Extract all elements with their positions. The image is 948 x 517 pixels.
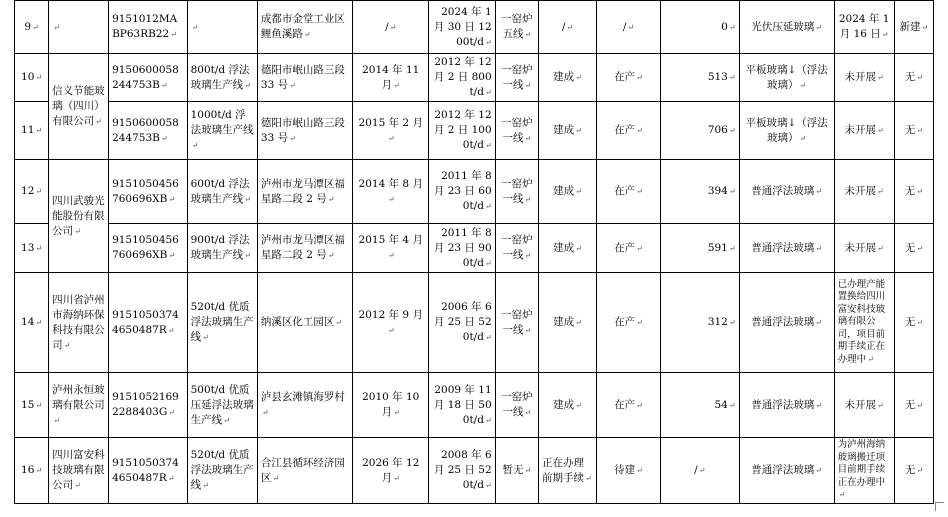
capacity-cell: 800t/d 浮法玻璃生产线↵ (187, 54, 257, 102)
page-corner-mark (935, 502, 944, 511)
status-a-cell: 建成↵ (539, 373, 597, 438)
row-number: 10↵ (15, 54, 49, 102)
credit-code-cell: 9150600058244753B↵ (109, 102, 188, 160)
credit-code-cell: 91510521692288403G↵ (109, 373, 188, 438)
status-a-cell: 建成↵ (539, 102, 597, 160)
capacity-cell: ↵ (187, 1, 257, 54)
product-cell: 普通浮法玻璃↵ (739, 224, 834, 273)
kiln-cell: 一窑炉五线↵ (495, 1, 538, 54)
output-cell: 394↵ (661, 160, 740, 224)
table-row (15, 1, 934, 54)
address-cell: 合江县循环经济园区↵ (257, 438, 352, 504)
output-cell: 54↵ (661, 373, 740, 438)
kiln-cell: 一窑炉一线↵ (495, 102, 538, 160)
product-cell: 普通浮法玻璃↵ (739, 160, 834, 224)
table-row (15, 160, 934, 224)
company-cell: 四川武骏光能股份有限公司↵ (49, 160, 109, 273)
address-cell: 泸州市龙马潭区福星路二段 2 号↵ (257, 224, 352, 273)
flag-cell: 无↵ (894, 102, 933, 160)
row-number: 14↵ (15, 273, 49, 373)
product-cell: 平板玻璃↓（浮法玻璃）↵ (739, 102, 834, 160)
status-a-cell: 建成↵ (539, 224, 597, 273)
table-row (15, 54, 934, 102)
credit-code-cell: 91510503744650487R↵ (109, 438, 188, 504)
capacity-cell: 520t/d 优质浮法玻璃生产线↵ (187, 438, 257, 504)
note-cell: 未开展↵ (834, 102, 894, 160)
kiln-cell: 一窑炉一线↵ (495, 224, 538, 273)
row-number: 9↵ (15, 1, 49, 54)
established-cell: 2015 年 2 月↵ (353, 102, 429, 160)
flag-cell: 无↵ (894, 373, 933, 438)
status-b-cell: 在产↵ (596, 224, 660, 273)
flag-cell: 无↵ (894, 273, 933, 373)
status-a-cell: 建成↵ (539, 273, 597, 373)
address-cell: 德阳市岷山路三段 33 号↵ (257, 54, 352, 102)
table-row (15, 438, 934, 504)
kiln-cell: 暂无↵ (495, 438, 538, 504)
established-cell: 2014 年 8 月↵ (353, 160, 429, 224)
output-cell: 513↵ (661, 54, 740, 102)
capacity-cell: 900t/d 浮法玻璃生产线↵ (187, 224, 257, 273)
address-cell: 纳溪区化工园区↵ (257, 273, 352, 373)
glass-production-line-table (14, 0, 934, 504)
row-number: 13↵ (15, 224, 49, 273)
established-cell: 2012 年 9 月↵ (353, 273, 429, 373)
credit-code-cell: 9151050456760696XB↵ (109, 224, 188, 273)
capacity-cell: 500t/d 优质压延浮法玻璃生产线↵ (187, 373, 257, 438)
start-date-cell: 2006 年 6 月 25 日 520t/d↵ (429, 273, 495, 373)
capacity-cell: 1000t/d 浮法玻璃生产线↵ (187, 102, 257, 160)
company-cell: 信义节能玻璃（四川）有限公司↵ (49, 54, 109, 160)
output-cell: 0↵ (661, 1, 740, 54)
status-a-cell: 建成↵ (539, 54, 597, 102)
credit-code-cell: 9151012MABP63RB22↵ (109, 1, 188, 54)
address-cell: 德阳市岷山路三段 33 号↵ (257, 102, 352, 160)
flag-cell: 新建↵ (894, 1, 933, 54)
status-b-cell: /↵ (596, 1, 660, 54)
flag-cell: 无↵ (894, 54, 933, 102)
company-cell: ↵ (49, 1, 109, 54)
product-cell: 平板玻璃↓（浮法玻璃）↵ (739, 54, 834, 102)
established-cell: 2026 年 12 月↵ (353, 438, 429, 504)
status-b-cell: 在产↵ (596, 102, 660, 160)
flag-cell: 无↵ (894, 160, 933, 224)
row-number: 16↵ (15, 438, 49, 504)
credit-code-cell: 9151050456760696XB↵ (109, 160, 188, 224)
kiln-cell: 一窑炉一线↵ (495, 160, 538, 224)
table-row (15, 102, 934, 160)
table-row (15, 224, 934, 273)
note-cell: 未开展↵ (834, 373, 894, 438)
note-cell: 已办理产能置换给四川富安科技玻璃有限公司，项目前期手续正在办理中↵ (834, 273, 894, 373)
capacity-cell: 600t/d 浮法玻璃生产线↵ (187, 160, 257, 224)
table-row (15, 273, 934, 373)
flag-cell: 无↵ (894, 438, 933, 504)
status-b-cell: 在产↵ (596, 373, 660, 438)
document-page (14, 0, 934, 517)
start-date-cell: 2008 年 6 月 25 日 520t/d↵ (429, 438, 495, 504)
product-cell: 普通浮法玻璃↵ (739, 373, 834, 438)
output-cell: 591↵ (661, 224, 740, 273)
product-cell: 普通浮法玻璃↵ (739, 273, 834, 373)
status-b-cell: 在产↵ (596, 160, 660, 224)
note-cell: 2024 年 1 月 16 日↵ (834, 1, 894, 54)
status-b-cell: 在产↵ (596, 54, 660, 102)
row-number: 15↵ (15, 373, 49, 438)
company-cell: 四川省泸州市海纳环保科技有限公司↵ (49, 273, 109, 373)
product-cell: 普通浮法玻璃↵ (739, 438, 834, 504)
credit-code-cell: 91510503744650487R↵ (109, 273, 188, 373)
address-cell: 泸州市龙马潭区福星路二段 2 号↵ (257, 160, 352, 224)
address-cell: 泸县玄滩镇海罗村↵ (257, 373, 352, 438)
status-a-cell: /↵ (539, 1, 597, 54)
output-cell: /↵ (661, 438, 740, 504)
start-date-cell: 2009 年 11 月 18 日 500t/d↵ (429, 373, 495, 438)
start-date-cell: 2012 年 12 月 2 日 800t/d↵ (429, 54, 495, 102)
start-date-cell: 2012 年 12 月 2 日 1000t/d↵ (429, 102, 495, 160)
start-date-cell: 2011 年 8 月 23 日 600t/d↵ (429, 160, 495, 224)
capacity-cell: 520t/d 优质浮法玻璃生产线↵ (187, 273, 257, 373)
output-cell: 312↵ (661, 273, 740, 373)
flag-cell: 无↵ (894, 224, 933, 273)
note-cell: 未开展↵ (834, 224, 894, 273)
company-cell: 四川富安科技玻璃有限公司↵ (49, 438, 109, 504)
established-cell: 2010 年 10 月↵ (353, 373, 429, 438)
note-cell: 为泸州海纳玻璃搬迁项目前期手续正在办理中↵ (834, 438, 894, 504)
product-cell: 光伏压延玻璃↵ (739, 1, 834, 54)
kiln-cell: 一窑炉一线↵ (495, 54, 538, 102)
start-date-cell: 2024 年 1 月 30 日 1200t/d↵ (429, 1, 495, 54)
established-cell: /↵ (353, 1, 429, 54)
kiln-cell: 一窑炉一线↵ (495, 273, 538, 373)
status-a-cell: 正在办理前期手续↵ (539, 438, 597, 504)
output-cell: 706↵ (661, 102, 740, 160)
address-cell: 成都市金堂工业区鲤鱼溪路↵ (257, 1, 352, 54)
status-b-cell: 在产↵ (596, 273, 660, 373)
row-number: 12↵ (15, 160, 49, 224)
kiln-cell: 一窑炉一线↵ (495, 373, 538, 438)
credit-code-cell: 9150600058244753B↵ (109, 54, 188, 102)
note-cell: 未开展↵ (834, 54, 894, 102)
row-number: 11↵ (15, 102, 49, 160)
status-b-cell: 待建↵ (596, 438, 660, 504)
note-cell: 未开展↵ (834, 160, 894, 224)
company-cell: 泸州永恒玻璃有限公司↵ (49, 373, 109, 438)
established-cell: 2015 年 4 月↵ (353, 224, 429, 273)
established-cell: 2014 年 11 月↵ (353, 54, 429, 102)
table-row (15, 373, 934, 438)
status-a-cell: 建成↵ (539, 160, 597, 224)
start-date-cell: 2011 年 8 月 23 日 900t/d↵ (429, 224, 495, 273)
